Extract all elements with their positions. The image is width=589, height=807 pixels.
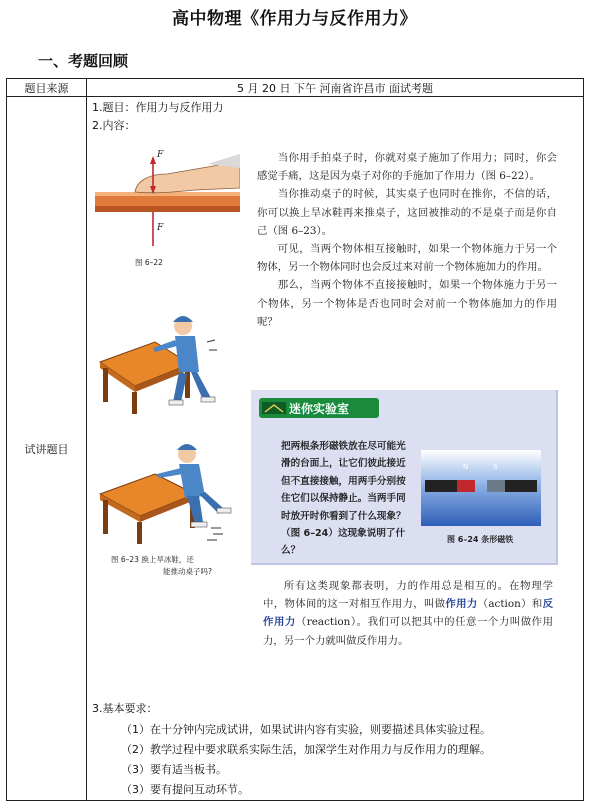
figure-6-22 bbox=[95, 150, 240, 260]
conclusion-text-1: 所有这类现象都表明，力的作用总是相互的。在物理学中，物体间的这一对相互作用力，叫做 bbox=[263, 580, 553, 611]
figure-6-22-caption: 图 6–22 bbox=[135, 258, 163, 267]
figure-6-23-top bbox=[95, 302, 235, 417]
requirement-1: （1）在十分钟内完成试讲，如果试讲内容有实验，则要描述具体实验过程。 bbox=[121, 723, 491, 736]
conclusion-paragraph bbox=[263, 577, 553, 650]
figure-6-24-caption: 图 6–24 条形磁铁 bbox=[447, 535, 514, 544]
conclusion-text-2: （action）和 bbox=[477, 598, 543, 611]
section-heading: 一、考题回顾 bbox=[38, 52, 129, 70]
magnet-n-label: N bbox=[463, 463, 469, 471]
requirements-label: 3.基本要求： bbox=[92, 702, 158, 715]
page-title: 高中物理《作用力与反作用力》 bbox=[172, 9, 417, 29]
mini-lab-text: 把两根条形磁铁放在尽可能光滑的台面上，让它们彼此接近但不直接接触，用两手分别按住它们以保持静止。当两手同时放开时你看到了什么现象？（图 6–24）这现象说明了什么？ bbox=[281, 441, 406, 557]
requirement-2: （2）教学过程中要求联系实际生活，加深学生对作用力与反作用力的理解。 bbox=[121, 743, 491, 756]
figure-6-23-caption-2: 能推动桌子吗? bbox=[163, 567, 212, 576]
exam-table bbox=[6, 78, 584, 801]
figure-6-24 bbox=[421, 450, 541, 526]
textbook-paragraphs bbox=[257, 149, 557, 331]
topic-content bbox=[87, 97, 584, 801]
paragraph-2: 当你推动桌子的时候，其实桌子也同时在推你，不信的话，你可以换上旱冰鞋再来推桌子，这回被推动的不是桌子而是你自己（图 6–23）。 bbox=[257, 188, 557, 237]
topic-label: 试讲题目 bbox=[7, 97, 87, 801]
magnet-s-label: S bbox=[493, 463, 498, 471]
paragraph-3: 可见，当两个物体相互接触时，如果一个物体施力于另一个物体，另一个物体同时也会反过来对前一个物体施加力的作用。 bbox=[257, 243, 557, 274]
conclusion-text-3: （reaction）。我们可以把其中的任意一个力叫做作用力，另一个力就叫做反作用力。 bbox=[263, 616, 554, 647]
requirement-4: （3）要有提问互动环节。 bbox=[121, 783, 249, 796]
mini-lab-title: 迷你实验室 bbox=[289, 402, 350, 416]
source-header: 题目来源 bbox=[7, 79, 87, 97]
force-label-top: F bbox=[157, 150, 164, 160]
topic-line: 1.题目：作用力与反作用力 bbox=[92, 101, 224, 114]
content-label: 2.内容： bbox=[92, 119, 136, 132]
figure-6-23-caption-1: 图 6–23 换上旱冰鞋，还 bbox=[111, 555, 194, 564]
force-label-bottom: F bbox=[157, 223, 164, 233]
term-action: 作用力 bbox=[445, 598, 478, 611]
mini-lab-box bbox=[251, 390, 558, 565]
paragraph-4: 那么，当两个物体不直接接触时，如果一个物体施力于另一个物体，另一个物体是否也同时会对前一个物体施加力的作用呢？ bbox=[257, 279, 557, 328]
term-reaction: 反作用力 bbox=[263, 598, 554, 629]
requirement-3: （3）要有适当板书。 bbox=[121, 763, 227, 776]
figure-6-23-bottom bbox=[95, 432, 235, 547]
source-value: 5 月 20 日 下午 河南省许昌市 面试考题 bbox=[87, 79, 584, 97]
paragraph-1: 当你用手拍桌子时，你就对桌子施加了作用力；同时，你会感觉手痛，这是因为桌子对你的手施加了作用力（图 6–22）。 bbox=[257, 152, 557, 183]
